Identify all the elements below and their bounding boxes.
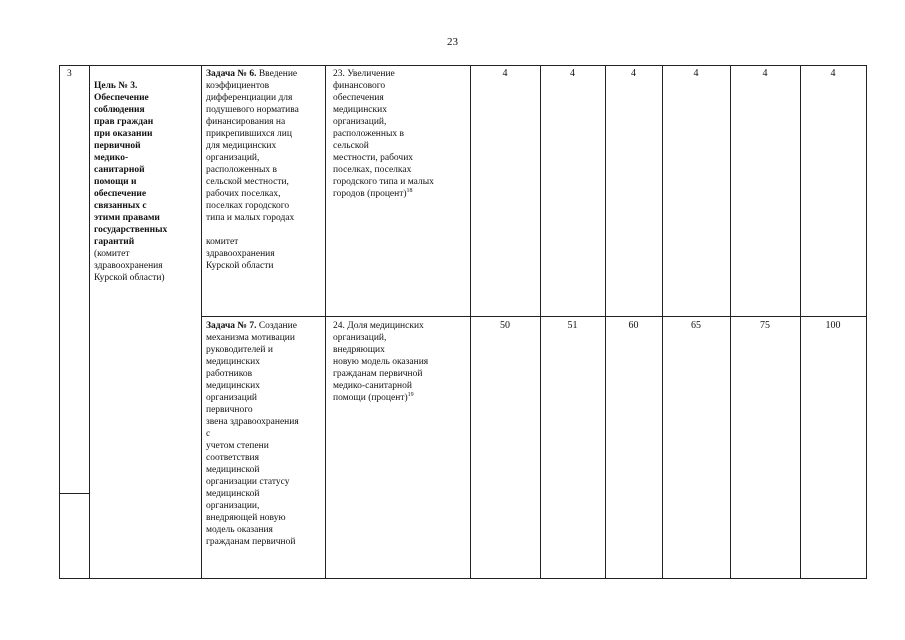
task-6-label: Задача № 6. xyxy=(206,69,257,79)
index-divider xyxy=(59,493,89,494)
indicator-24-footnote: 19 xyxy=(407,391,414,398)
goal-title: Цель № 3. Обеспечение соблюдения прав граждан при оказании первичной медико- санитарной помощи и обеспечение связанных с этими правами государственных гарантий xyxy=(94,81,168,247)
value-cell: 4 xyxy=(631,68,636,79)
value-cell: 60 xyxy=(628,320,639,331)
value-cell: 4 xyxy=(830,68,836,79)
value-cell: 4 xyxy=(570,68,575,79)
table-border-left xyxy=(59,65,60,579)
goal-cell xyxy=(94,68,200,296)
value-cell: 4 xyxy=(502,68,508,79)
value-cell: 4 xyxy=(762,68,768,79)
indicator-24-text: 24. Доля медицинских организаций, внедряющих новую модель оказания гражданам первичной медико-санитарной помощи (процент) xyxy=(333,321,429,403)
col-divider xyxy=(89,65,90,579)
task-7-text: Создание механизма мотивации руководителей и медицинских работников медицинских организаций первичного звена здравоохранения с учетом степени соответствия медицинской организации статусу медицинской организации, внедряющей новую модель оказания гражданам первичной xyxy=(206,321,299,547)
value-cell: 51 xyxy=(567,320,578,331)
row-index: 3 xyxy=(67,69,72,79)
value-cell: 4 xyxy=(693,68,699,79)
value-cell: 65 xyxy=(691,320,701,331)
value-cell: 75 xyxy=(760,320,770,331)
value-cell: 100 xyxy=(825,320,841,331)
table-border-bottom xyxy=(59,578,867,579)
row-divider xyxy=(201,316,867,317)
indicator-23-cell xyxy=(333,68,470,200)
indicator-23-text: 23. Увеличение финансового обеспечения медицинских организаций, расположенных в сельской местности, рабочих поселках, поселках городского типа и малых городов (процент) xyxy=(333,69,434,199)
task-6-cell xyxy=(206,68,326,272)
indicator-23-footnote: 18 xyxy=(406,187,413,194)
indicator-24-cell xyxy=(333,320,470,404)
col-divider xyxy=(201,65,202,579)
table-border-right xyxy=(866,65,867,579)
value-cell: 50 xyxy=(500,320,510,331)
page-number: 23 xyxy=(447,36,458,48)
task-6-text: Введение коэффициентов дифференциации для подушевого норматива финансирования на прикрепившихся лиц для медицинских организаций, расположенных в сельской местности, рабочих поселках, поселках городского типа и малых городах комитет здравоохранения Курской области xyxy=(206,69,299,271)
task-7-label: Задача № 7. xyxy=(206,321,257,331)
table-border-top xyxy=(59,65,867,66)
task-7-cell xyxy=(206,320,326,548)
goal-responsible: (комитет здравоохранения Курской области) xyxy=(94,249,165,283)
